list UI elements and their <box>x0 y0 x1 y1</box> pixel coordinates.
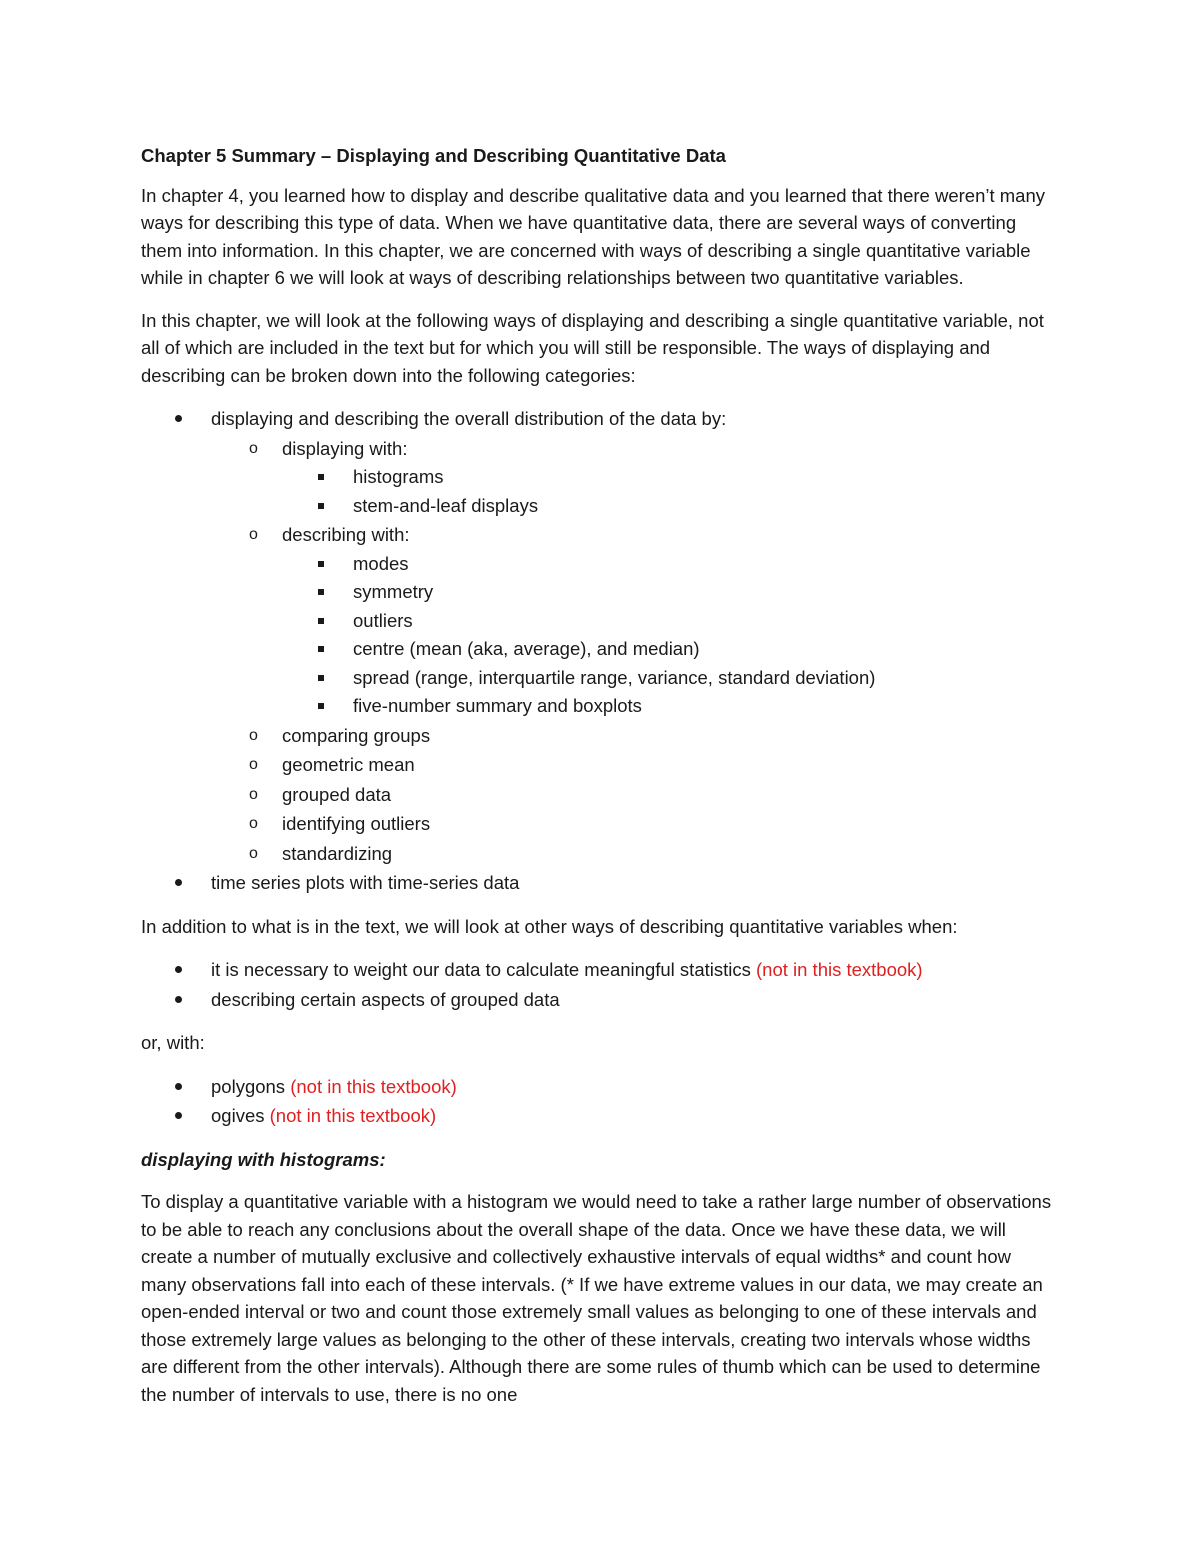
list-item: describing certain aspects of grouped data <box>141 985 1061 1015</box>
list-item: histograms <box>141 463 1061 492</box>
addition-list <box>141 955 1061 1014</box>
square-bullet-icon <box>318 675 324 681</box>
circle-bullet-icon: o <box>249 439 258 457</box>
list-item: o standardizing <box>141 839 1061 869</box>
intro-paragraph: In chapter 4, you learned how to display and describe qualitative data and you learned that there weren’t many ways for describing this type of data. When we have quantitative data, there are several ways of converting them into information. In this chapter, we are concerned with ways of describing a single quantitative variable while in chapter 6 we will look at ways of describing relationships between two quantitative variables. <box>141 184 1045 288</box>
list-item: o comparing groups <box>141 721 1061 751</box>
square-bullet-icon <box>318 618 324 624</box>
circle-bullet-icon: o <box>249 785 258 803</box>
topic-outline <box>141 404 1061 898</box>
square-bullet-icon <box>318 474 324 480</box>
square-bullet-icon <box>318 703 324 709</box>
addition-paragraph: In addition to what is in the text, we will look at other ways of describing quantitative variables when: <box>141 915 958 937</box>
list-item: o describing with: <box>141 520 1061 550</box>
circle-bullet-icon: o <box>249 726 258 744</box>
document-body <box>141 142 1061 1423</box>
list-item: stem-and-leaf displays <box>141 492 1061 521</box>
list-item: polygons (not in this textbook) <box>141 1072 1061 1102</box>
not-in-textbook-note: (not in this textbook) <box>290 1075 457 1097</box>
bullet-icon <box>175 415 182 422</box>
histogram-paragraph: To display a quantitative variable with a histogram we would need to take a rather large number of observations to be able to reach any conclusions about the overall shape of the data. Once we have these data, we will create a number of mutually exclusive and collectively exhaustive intervals of equal widths* and count how many observations fall into each of these intervals. (* If we have extreme values in our data, we may create an open-ended interval or two and count those extremely small values as belonging to one of these intervals and those extremely large values as belonging to the other of these intervals, creating two intervals whose widths are different from the other intervals). Although there are some rules of thumb which can be used to determine the number of intervals to use, there is no one <box>141 1191 1052 1405</box>
square-bullet-icon <box>318 589 324 595</box>
bullet-icon <box>175 1083 182 1090</box>
list-item: five-number summary and boxplots <box>141 692 1061 721</box>
bullet-icon <box>175 996 182 1003</box>
list-item: o geometric mean <box>141 750 1061 780</box>
bullet-icon <box>175 1112 182 1119</box>
list-item: time series plots with time-series data <box>141 868 1061 898</box>
circle-bullet-icon: o <box>249 844 258 862</box>
circle-bullet-icon: o <box>249 815 258 832</box>
circle-bullet-icon: o <box>249 756 258 773</box>
list-item: centre (mean (aka, average), and median) <box>141 635 1061 664</box>
not-in-textbook-note: (not in this textbook) <box>756 959 923 980</box>
square-bullet-icon <box>318 646 324 652</box>
square-bullet-icon <box>318 503 324 509</box>
list-item: o grouped data <box>141 780 1061 810</box>
or-with-line: or, with: <box>141 1032 205 1053</box>
bullet-icon <box>175 879 182 886</box>
or-list <box>141 1072 1061 1131</box>
list-item: symmetry <box>141 578 1061 607</box>
circle-bullet-icon: o <box>249 526 258 543</box>
square-bullet-icon <box>318 561 324 567</box>
bullet-icon <box>175 966 182 973</box>
list-item: outliers <box>141 607 1061 636</box>
list-item: it is necessary to weight our data to calculate meaningful statistics (not in this textbook) <box>141 955 1061 985</box>
list-item: o identifying outliers <box>141 809 1061 839</box>
section-heading: displaying with histograms: <box>141 1148 386 1170</box>
page-title: Chapter 5 Summary – Displaying and Describing Quantitative Data <box>141 145 726 166</box>
list-item: displaying and describing the overall distribution of the data by: <box>141 404 1061 434</box>
list-item: ogives (not in this textbook) <box>141 1101 1061 1131</box>
list-item: o displaying with: <box>141 434 1061 464</box>
categories-paragraph: In this chapter, we will look at the following ways of displaying and describing a single quantitative variable, not all of which are included in the text but for which you will still be responsible. The ways of displaying and describing can be broken down into the following categories: <box>141 309 1044 386</box>
list-item: spread (range, interquartile range, variance, standard deviation) <box>141 664 1061 693</box>
list-item: modes <box>141 550 1061 579</box>
not-in-textbook-note: (not in this textbook) <box>269 1105 437 1126</box>
